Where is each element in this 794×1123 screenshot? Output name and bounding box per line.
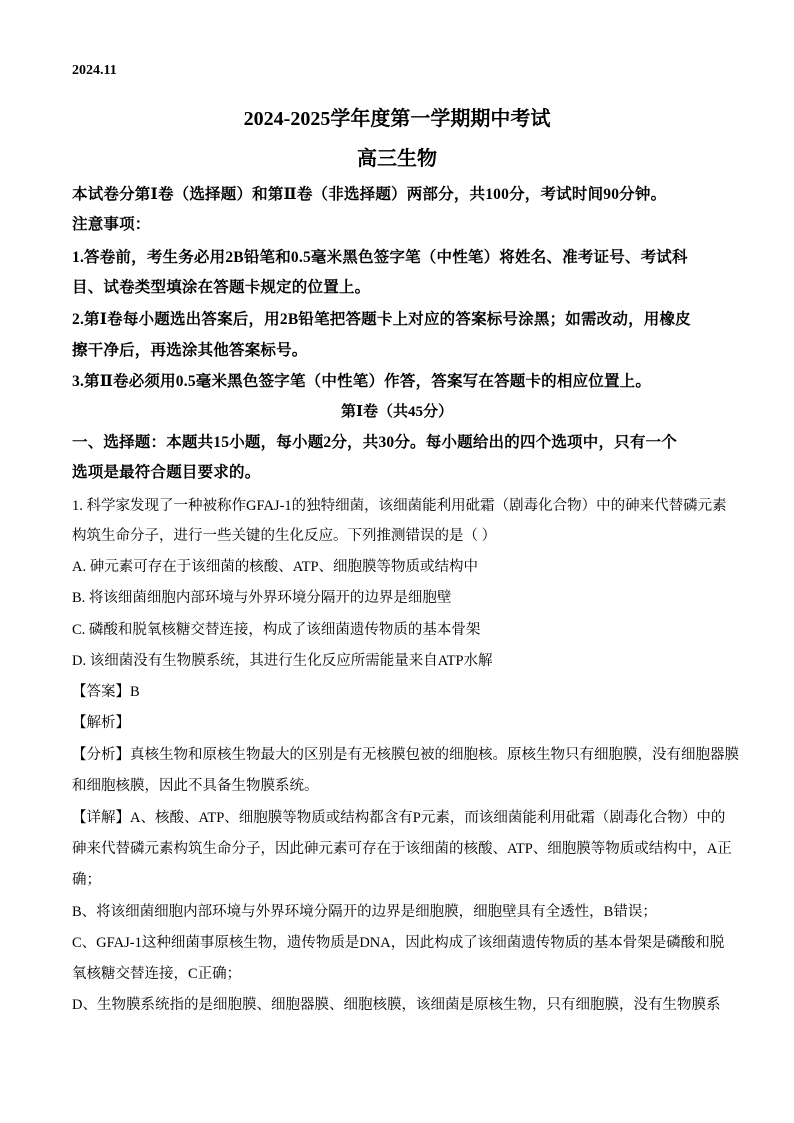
xiangjie-tag: 【详解】 <box>72 810 130 826</box>
xiangjie-line: 砷来代替磷元素构筑生命分子，因此砷元素可存在于该细菌的核酸、ATP、细胞膜等物质或结构中，A正 <box>72 841 732 857</box>
section-instruction: 一、选择题：本题共15小题，每小题2分，共30分。每小题给出的四个选项中，只有一个 <box>72 434 677 451</box>
exam-subject: 高三生物 <box>357 148 437 170</box>
option-b: B. 将该细菌细胞内部环境与外界环境分隔开的边界是细胞壁 <box>72 590 452 606</box>
fenxi-line <box>72 743 739 764</box>
question-stem: 1. 科学家发现了一种被称作GFAJ-1的独特细菌，该细菌能利用砒霜（剧毒化合物）中的砷来代替磷元素 <box>72 498 727 514</box>
xiangjie-line: B、将该细菌细胞内部环境与外界环境分隔开的边界是细胞膜，细胞壁具有全透性，B错误； <box>72 904 657 920</box>
answer-line <box>72 680 140 701</box>
note-line: 1.答卷前，考生务必用2B铅笔和0.5毫米黑色签字笔（中性笔）将姓名、准考证号、考试科 <box>72 249 688 266</box>
option-c: C. 磷酸和脱氧核糖交替连接，构成了该细菌遗传物质的基本骨架 <box>72 622 481 638</box>
xiangjie-line <box>72 806 725 827</box>
question-stem: 构筑生命分子，进行一些关键的生化反应。下列推测错误的是（ ） <box>72 528 497 544</box>
fenxi-line: 和细胞核膜，因此不具备生物膜系统。 <box>72 778 319 794</box>
option-a: A. 砷元素可存在于该细菌的核酸、ATP、细胞膜等物质或结构中 <box>72 559 479 575</box>
xiangjie-line: C、GFAJ-1这种细菌事原核生物，遗传物质是DNA，因此构成了该细菌遗传物质的基本骨架是磷酸和脱 <box>72 935 725 951</box>
note-line: 目、试卷类型填涂在答题卡规定的位置上。 <box>72 279 371 296</box>
option-d: D. 该细菌没有生物膜系统，其进行生化反应所需能量来自ATP水解 <box>72 653 493 669</box>
xiangjie-text: A、核酸、ATP、细胞膜等物质或结构都含有P元素，而该细菌能利用砒霜（剧毒化合物）中的 <box>130 810 726 826</box>
answer-value: B <box>130 684 140 700</box>
note-line: 2.第Ⅰ卷每小题选出答案后，用2B铅笔把答题卡上对应的答案标号涂黑；如需改动，用橡皮 <box>72 311 691 328</box>
xiangjie-line: D、生物膜系统指的是细胞膜、细胞器膜、细胞核膜，该细菌是原核生物，只有细胞膜，没有生物膜系 <box>72 997 721 1013</box>
note-line: 擦干净后，再选涂其他答案标号。 <box>72 342 308 359</box>
exam-date: 2024.11 <box>72 63 117 78</box>
exam-title: 2024-2025学年度第一学期期中考试 <box>243 108 551 130</box>
answer-tag: 【答案】 <box>72 684 130 700</box>
intro-text: 本试卷分第Ⅰ卷（选择题）和第Ⅱ卷（非选择题）两部分，共100分，考试时间90分钟。 <box>72 186 667 203</box>
section-instruction: 选项是最符合题目要求的。 <box>72 464 261 481</box>
section-title: 第Ⅰ卷（共45分） <box>340 404 454 420</box>
fenxi-text: 真核生物和原核生物最大的区别是有无核膜包被的细胞核。原核生物只有细胞膜，没有细胞器膜 <box>130 747 739 763</box>
analysis-tag: 【解析】 <box>72 715 130 731</box>
notice-heading: 注意事项： <box>72 216 151 233</box>
xiangjie-line: 氧核糖交替连接，C正确； <box>72 966 242 982</box>
xiangjie-line: 确； <box>72 872 101 888</box>
note-line: 3.第Ⅱ卷必须用0.5毫米黑色签字笔（中性笔）作答，答案写在答题卡的相应位置上。 <box>72 373 652 390</box>
fenxi-tag: 【分析】 <box>72 747 130 763</box>
